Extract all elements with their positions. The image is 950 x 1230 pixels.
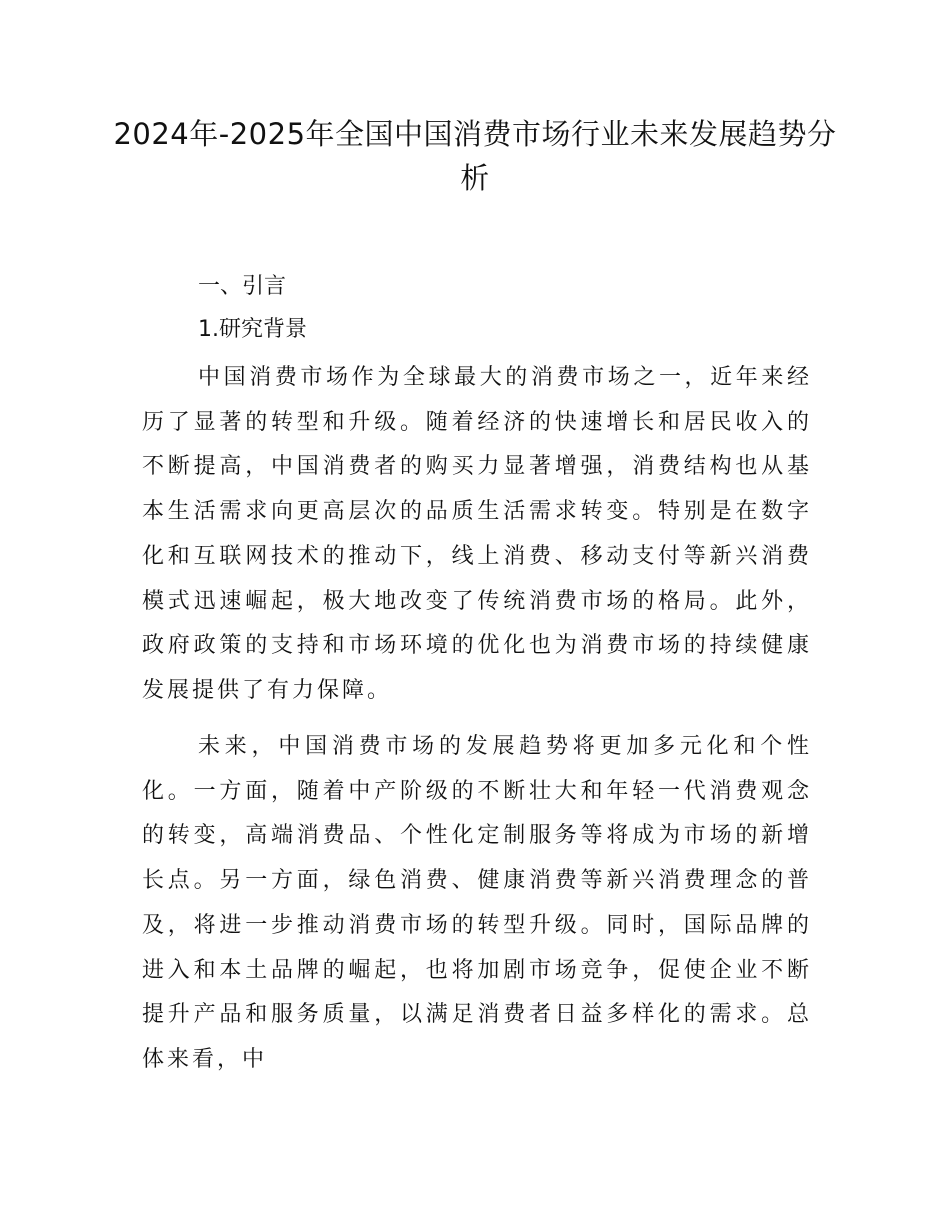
body-paragraph: 未来，中国消费市场的发展趋势将更加多元化和个性化。一方面，随着中产阶级的不断壮大和年轻一代消费观念的转变，高端消费品、个性化定制服务等将成为市场的新增长点。另一方面，绿色消费、健康消费等新兴消费理念的普及，将进一步推动消费市场的转型升级。同时，国际品牌的进入和本土品牌的崛起，也将加剧市场竞争，促使企业不断提升产品和服务质量，以满足消费者日益多样化的需求。总体来看，中 bbox=[142, 734, 812, 1072]
body-paragraph: 中国消费市场作为全球最大的消费市场之一，近年来经历了显著的转型和升级。随着经济的快速增长和居民收入的不断提高，中国消费者的购买力显著增强，消费结构也从基本生活需求向更高层次的品质生活需求转变。特别是在数字化和互联网技术的推动下，线上消费、移动支付等新兴消费模式迅速崛起，极大地改变了传统消费市场的格局。此外，政府政策的支持和市场环境的优化也为消费市场的持续健康发展提供了有力保障。 bbox=[142, 365, 812, 703]
subsection-heading: 1.研究背景 bbox=[198, 317, 307, 342]
document-title: 2024年-2025年全国中国消费市场行业未来发展趋势分析 bbox=[113, 117, 837, 195]
section-heading: 一、引言 bbox=[198, 274, 287, 299]
